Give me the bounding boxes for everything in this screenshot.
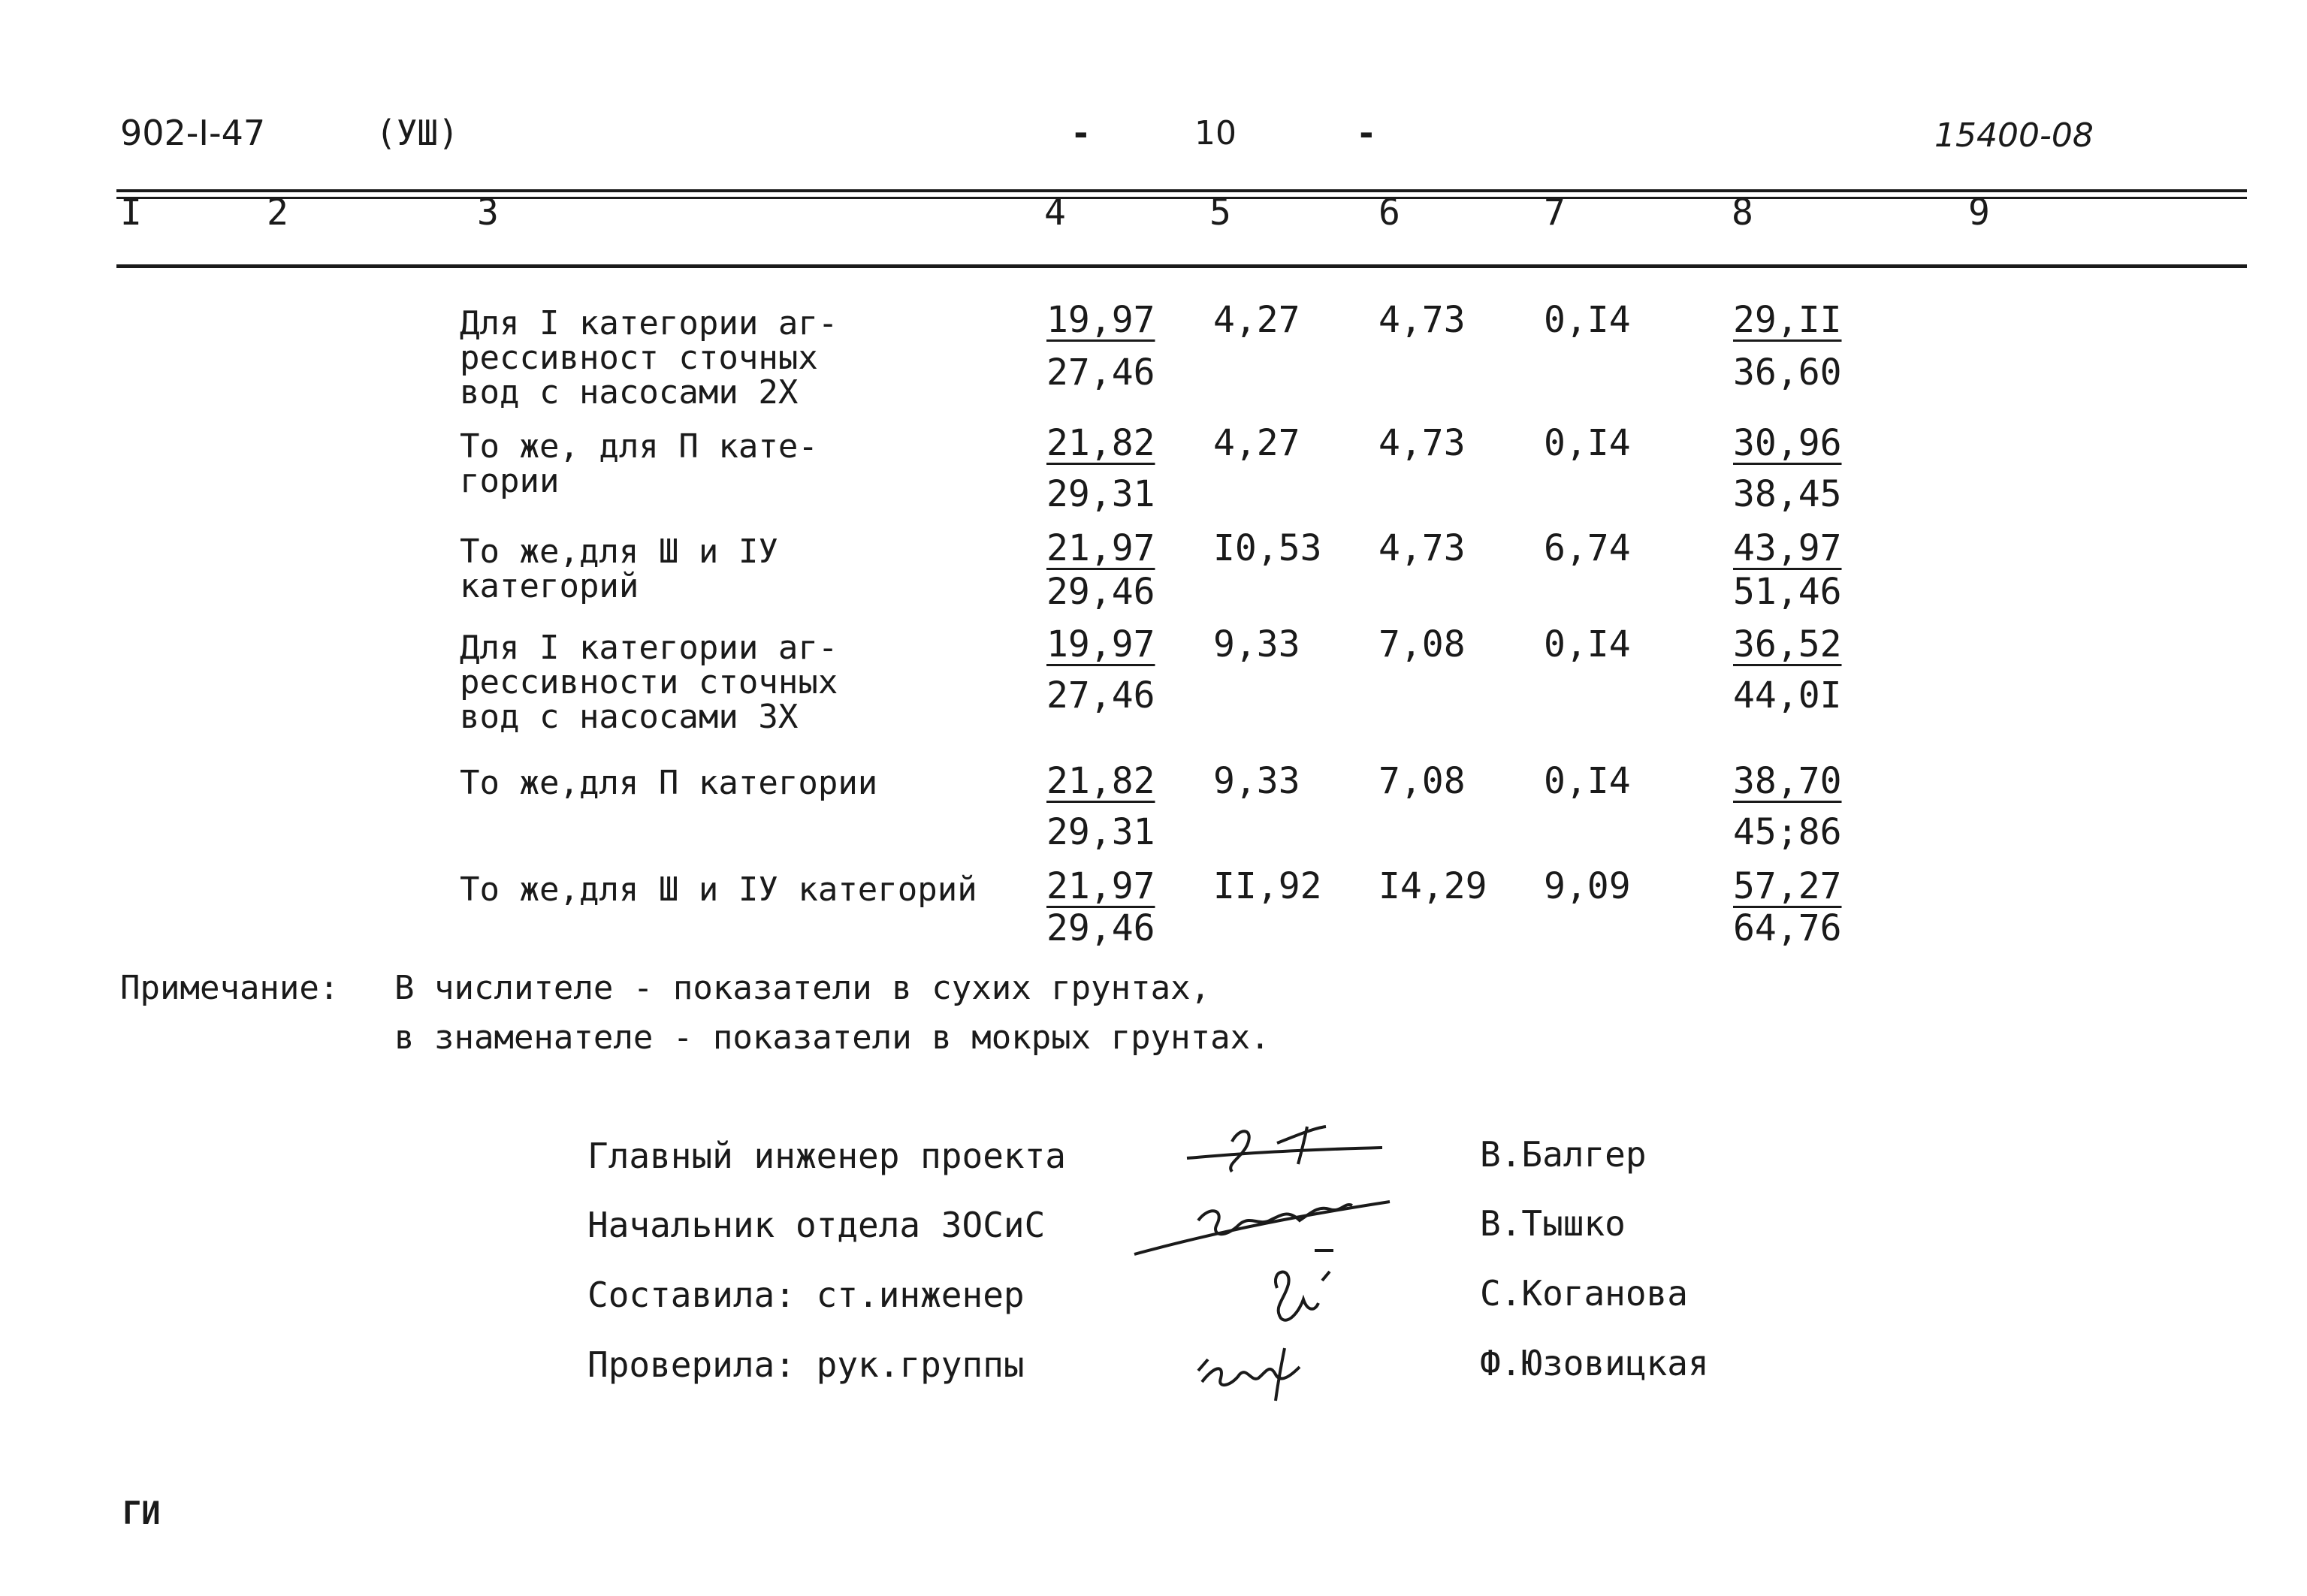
table-row-3-col8-numerator: 43,97 [1733,527,1842,569]
album-number: (УШ) [376,113,459,153]
table-row-6-col6: I4,29 [1378,865,1487,907]
signature-name-3: С.Коганова [1480,1273,1688,1314]
col-number-1: I [120,192,142,234]
table-row-5-col4-denominator: 29,31 [1046,811,1155,853]
table-row-6-col7: 9,09 [1544,865,1631,907]
dash-left: - [1070,113,1092,153]
signature-mark-3 [1247,1258,1352,1333]
table-row-4-col6: 7,08 [1378,623,1466,665]
table-row-1-col7: 0,I4 [1544,299,1631,341]
table-row-4-col8-denominator: 44,0I [1733,674,1842,717]
table-row-2-col6: 4,73 [1378,422,1466,464]
table-row-2-col4-numerator: 21,82 [1046,422,1155,464]
doc-code: 902-I-47 [120,113,266,153]
table-row-6-col4-denominator: 29,46 [1046,907,1155,949]
table-row-1-description: Для I категории аг- рессивност сточных вод с насосами 2Х [460,304,838,412]
table-row-6-col8-denominator: 64,76 [1733,907,1842,949]
col-number-3: 3 [477,192,499,234]
archive-number: 15400-08 [1934,116,2094,155]
signature-name-1: В.Балгер [1480,1134,1647,1175]
table-row-1-col6: 4,73 [1378,299,1466,341]
table-row-5-col8-numerator: 38,70 [1733,760,1842,802]
table-row-2-col8-denominator: 38,45 [1733,473,1842,515]
table-row-5-col7: 0,I4 [1544,760,1631,802]
table-top-rule-1 [116,189,2247,192]
table-header-rule [116,264,2247,268]
signature-name-4: Ф.Юзовицкая [1480,1343,1709,1383]
table-row-2-col7: 0,I4 [1544,422,1631,464]
table-row-4-col8-numerator: 36,52 [1733,623,1842,665]
table-row-4-description: Для I категории аг- рессивности сточных вод с насосами 3Х [460,629,838,736]
signature-mark-1 [1172,1112,1397,1179]
table-row-2-col5: 4,27 [1213,422,1300,464]
table-row-5-col6: 7,08 [1378,760,1466,802]
col-number-6: 6 [1378,192,1400,234]
note-label: Примечание: [120,969,340,1007]
table-row-3-description: То же,для Ш и IУ категорий [460,533,778,605]
table-row-5-col4-numerator: 21,82 [1046,760,1155,802]
footer-mark: ГИ [122,1495,161,1531]
table-row-5-col5: 9,33 [1213,760,1300,802]
col-number-5: 5 [1209,192,1231,234]
table-row-1-col4-numerator: 19,97 [1046,299,1155,341]
table-row-6-description: То же,для Ш и IУ категорий [460,870,977,909]
col-number-4: 4 [1044,192,1066,234]
col-number-7: 7 [1544,192,1566,234]
table-row-3-col8-denominator: 51,46 [1733,571,1842,613]
table-row-1-col5: 4,27 [1213,299,1300,341]
table-row-1-col8-denominator: 36,60 [1733,351,1842,394]
note-line-2: в знаменателе - показатели в мокрых грунтах. [394,1018,1270,1057]
table-row-6-col8-numerator: 57,27 [1733,865,1842,907]
note-line-1: В числителе - показатели в сухих грунтах, [394,969,1211,1007]
signature-title-2: Начальник отдела ЗОСиС [587,1205,1046,1245]
signature-mark-2 [1127,1179,1397,1262]
table-top-rule-2 [116,197,2247,199]
table-row-6-col5: II,92 [1213,865,1322,907]
table-row-6-col4-numerator: 21,97 [1046,865,1155,907]
signature-mark-4 [1187,1326,1322,1408]
table-row-3-col4-denominator: 29,46 [1046,571,1155,613]
table-row-3-col6: 4,73 [1378,527,1466,569]
signature-title-1: Главный инженер проекта [587,1136,1066,1176]
table-row-4-col5: 9,33 [1213,623,1300,665]
table-row-1-col8-numerator: 29,II [1733,299,1842,341]
col-number-2: 2 [267,192,288,234]
col-number-9: 9 [1968,192,1990,234]
signature-name-2: В.Тышко [1480,1203,1626,1244]
table-row-4-col4-denominator: 27,46 [1046,674,1155,717]
signature-title-4: Проверила: рук.группы [587,1344,1025,1385]
table-row-5-col8-denominator: 45;86 [1733,811,1842,853]
signature-title-3: Составила: ст.инженер [587,1275,1025,1315]
col-number-8: 8 [1732,192,1753,234]
table-row-4-col4-numerator: 19,97 [1046,623,1155,665]
table-row-1-col4-denominator: 27,46 [1046,351,1155,394]
dash-right: - [1356,113,1377,153]
table-row-4-col7: 0,I4 [1544,623,1631,665]
table-row-3-col5: I0,53 [1213,527,1322,569]
table-row-2-col4-denominator: 29,31 [1046,473,1155,515]
table-row-2-description: То же, для П кате- гории [460,427,818,500]
table-row-5-description: То же,для П категории [460,764,878,802]
table-row-3-col7: 6,74 [1544,527,1631,569]
page-number: 10 [1194,114,1237,152]
table-row-2-col8-numerator: 30,96 [1733,422,1842,464]
table-row-3-col4-numerator: 21,97 [1046,527,1155,569]
